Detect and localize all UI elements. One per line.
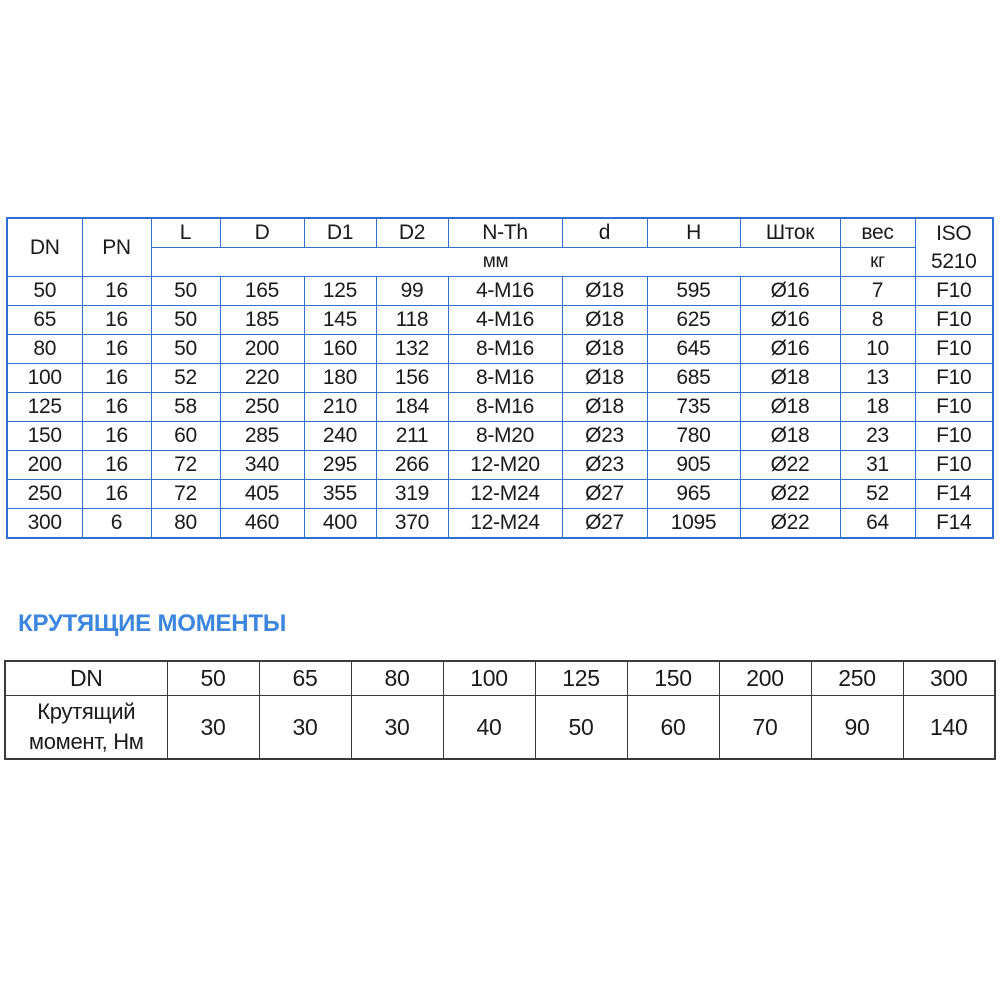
table-cell: 211 [376,422,448,451]
table-row [7,277,993,306]
table-cell: 210 [304,393,376,422]
torque-value-cell: 50 [535,696,627,760]
dimensions-header-row [7,218,993,248]
table-cell: Ø18 [562,393,647,422]
table-cell: 266 [376,451,448,480]
table-cell: 50 [151,277,220,306]
table-cell: Ø18 [740,422,840,451]
table-cell: 58 [151,393,220,422]
torque-value-cell: 70 [719,696,811,760]
table-cell: 285 [220,422,304,451]
torque-row-label-line1: Крутящий [37,699,136,724]
table-cell: 132 [376,335,448,364]
table-cell: 780 [647,422,740,451]
table-cell: Ø18 [562,364,647,393]
torque-table [4,660,996,760]
table-cell: 300 [7,509,82,539]
table-cell: 72 [151,480,220,509]
header-iso-line1: ISO [936,221,972,245]
table-cell: 50 [7,277,82,306]
table-cell: 23 [840,422,915,451]
torque-dn-cell: 100 [443,661,535,696]
header-iso [915,218,993,277]
table-cell: 1095 [647,509,740,539]
torque-value-cell: 30 [167,696,259,760]
table-cell: 400 [304,509,376,539]
table-cell: 200 [220,335,304,364]
table-cell: 7 [840,277,915,306]
table-cell: 13 [840,364,915,393]
table-cell: F10 [915,393,993,422]
units-kg: кг [840,248,915,277]
table-cell: 16 [82,422,151,451]
table-cell: F10 [915,451,993,480]
table-cell: 100 [7,364,82,393]
header-l: L [151,218,220,248]
table-row [7,480,993,509]
dimensions-body [7,277,993,539]
header-d-small: d [562,218,647,248]
torque-dn-cell: 250 [811,661,903,696]
table-cell: 340 [220,451,304,480]
header-dn: DN [7,218,82,277]
table-cell: Ø18 [740,393,840,422]
table-cell: 250 [7,480,82,509]
table-cell: 72 [151,451,220,480]
torque-dn-cell: 80 [351,661,443,696]
table-cell: Ø23 [562,451,647,480]
table-cell: 8 [840,306,915,335]
table-cell: F10 [915,335,993,364]
table-cell: 240 [304,422,376,451]
table-row [7,422,993,451]
table-cell: 165 [220,277,304,306]
table-cell: F10 [915,422,993,451]
table-row [7,364,993,393]
header-d2: D2 [376,218,448,248]
table-cell: 180 [304,364,376,393]
torque-dn-cell: 150 [627,661,719,696]
header-stem: Шток [740,218,840,248]
table-cell: 31 [840,451,915,480]
table-cell: Ø18 [740,364,840,393]
table-cell: 150 [7,422,82,451]
header-iso-line2: 5210 [930,249,977,273]
table-row [7,306,993,335]
torque-value-cell: 30 [351,696,443,760]
table-cell: Ø27 [562,480,647,509]
torque-dn-cell: 50 [167,661,259,696]
table-cell: 4-M16 [448,306,562,335]
table-cell: 16 [82,451,151,480]
table-cell: 18 [840,393,915,422]
table-cell: 319 [376,480,448,509]
torque-dn-label: DN [5,661,167,696]
table-cell: 65 [7,306,82,335]
torque-value-cell: 140 [903,696,995,760]
table-cell: F10 [915,277,993,306]
table-cell: 145 [304,306,376,335]
table-cell: 12-M24 [448,509,562,539]
table-cell: 8-M16 [448,393,562,422]
table-row [7,393,993,422]
table-cell: 80 [7,335,82,364]
table-cell: 99 [376,277,448,306]
table-cell: 10 [840,335,915,364]
table-cell: Ø16 [740,277,840,306]
table-cell: 80 [151,509,220,539]
table-row [7,451,993,480]
torque-dn-cell: 65 [259,661,351,696]
table-cell: 50 [151,335,220,364]
torque-row-label [5,696,167,760]
table-cell: 735 [647,393,740,422]
table-cell: 355 [304,480,376,509]
table-cell: 160 [304,335,376,364]
table-cell: 295 [304,451,376,480]
table-cell: 220 [220,364,304,393]
table-cell: 52 [151,364,220,393]
header-n-th: N-Th [448,218,562,248]
table-cell: 6 [82,509,151,539]
table-cell: 645 [647,335,740,364]
table-cell: 12-M24 [448,480,562,509]
torque-dn-cell: 200 [719,661,811,696]
table-cell: 8-M20 [448,422,562,451]
torque-value-row [5,696,995,760]
table-cell: 16 [82,393,151,422]
table-cell: 625 [647,306,740,335]
torque-dn-cell: 125 [535,661,627,696]
table-cell: 60 [151,422,220,451]
table-cell: F14 [915,509,993,539]
header-pn: PN [82,218,151,277]
table-cell: 50 [151,306,220,335]
table-cell: 184 [376,393,448,422]
table-row [7,335,993,364]
table-cell: 125 [304,277,376,306]
torque-value-cell: 30 [259,696,351,760]
table-cell: 52 [840,480,915,509]
table-cell: 905 [647,451,740,480]
table-cell: 16 [82,306,151,335]
table-cell: 156 [376,364,448,393]
table-cell: 8-M16 [448,364,562,393]
torque-value-cell: 60 [627,696,719,760]
table-cell: 16 [82,364,151,393]
table-cell: 125 [7,393,82,422]
torque-dn-cell: 300 [903,661,995,696]
table-cell: 460 [220,509,304,539]
torque-value-cell: 90 [811,696,903,760]
table-cell: F14 [915,480,993,509]
torque-row-label-line2: момент, Нм [28,729,144,754]
units-mm: мм [151,248,840,277]
table-cell: Ø18 [562,335,647,364]
table-cell: 118 [376,306,448,335]
table-cell: F10 [915,364,993,393]
dimensions-table [6,217,994,539]
table-cell: 4-M16 [448,277,562,306]
table-cell: Ø22 [740,451,840,480]
table-row [7,509,993,539]
table-cell: Ø16 [740,306,840,335]
table-cell: Ø27 [562,509,647,539]
table-cell: 685 [647,364,740,393]
table-cell: 8-M16 [448,335,562,364]
table-cell: 16 [82,277,151,306]
dimensions-units-row [7,248,993,277]
table-cell: 64 [840,509,915,539]
table-cell: F10 [915,306,993,335]
table-cell: 595 [647,277,740,306]
table-cell: 370 [376,509,448,539]
table-cell: 16 [82,335,151,364]
table-cell: 16 [82,480,151,509]
table-cell: 200 [7,451,82,480]
torque-value-cell: 40 [443,696,535,760]
table-cell: Ø18 [562,306,647,335]
table-cell: Ø18 [562,277,647,306]
table-cell: Ø23 [562,422,647,451]
table-cell: 250 [220,393,304,422]
header-d1: D1 [304,218,376,248]
table-cell: Ø22 [740,509,840,539]
table-cell: 185 [220,306,304,335]
header-h: H [647,218,740,248]
table-cell: Ø22 [740,480,840,509]
header-d: D [220,218,304,248]
header-weight: вес [840,218,915,248]
table-cell: Ø16 [740,335,840,364]
torque-dn-row [5,661,995,696]
table-cell: 405 [220,480,304,509]
table-cell: 12-M20 [448,451,562,480]
table-cell: 965 [647,480,740,509]
torque-section-title: КРУТЯЩИЕ МОМЕНТЫ [18,610,287,637]
